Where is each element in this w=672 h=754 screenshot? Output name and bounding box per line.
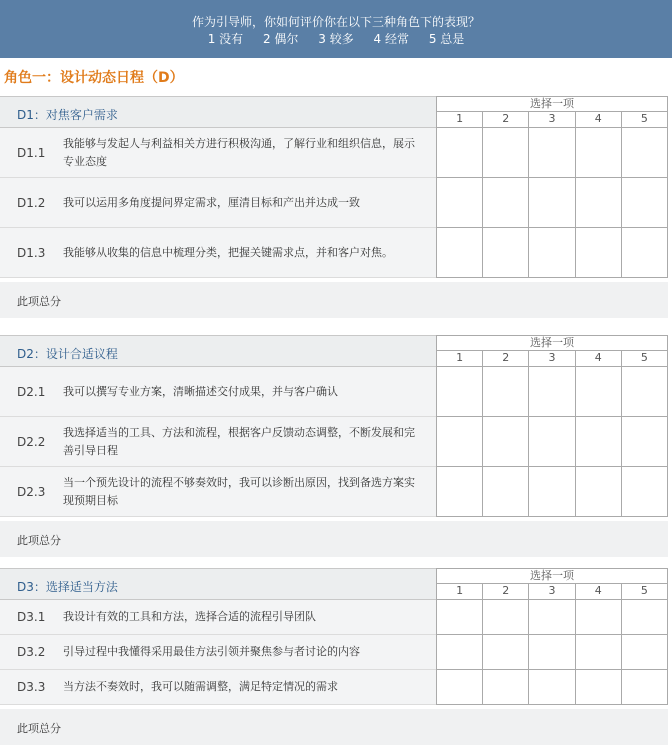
section-title: D1：对焦客户需求 xyxy=(17,108,118,122)
rating-col-5: 5 xyxy=(621,584,668,600)
rating-col-2: 2 xyxy=(482,351,529,367)
total-label: 此项总分 xyxy=(17,295,61,308)
rating-col-3: 3 xyxy=(528,351,575,367)
rating-cell-3[interactable] xyxy=(528,600,575,635)
rating-cell-1[interactable] xyxy=(436,635,483,670)
rating-cell-1[interactable] xyxy=(436,178,483,228)
section-title: D3：选择适当方法 xyxy=(17,580,118,594)
rating-col-2: 2 xyxy=(482,584,529,600)
item-text: 引导过程中我懂得采用最佳方法引领并聚焦参与者讨论的内容 xyxy=(63,645,360,658)
rating-col-4: 4 xyxy=(575,112,622,128)
rating-cell-2[interactable] xyxy=(482,228,529,278)
section-total-row xyxy=(0,282,668,318)
item-text: 我可以撰写专业方案，清晰描述交付成果，并与客户确认 xyxy=(63,384,338,398)
item-code: D1.1 xyxy=(17,145,46,160)
rating-cell-4[interactable] xyxy=(575,670,622,705)
choose-one-header: 选择一项 xyxy=(436,335,668,351)
section-header xyxy=(0,96,436,128)
item-text: 当方法不奏效时，我可以随需调整，满足特定情况的需求 xyxy=(63,680,338,693)
item-code: D2.3 xyxy=(17,484,46,499)
rating-cell-1[interactable] xyxy=(436,670,483,705)
rating-cell-2[interactable] xyxy=(482,417,529,467)
rating-cell-3[interactable] xyxy=(528,178,575,228)
role-title: 角色一：设计动态日程（D） xyxy=(4,70,184,86)
rating-cell-3[interactable] xyxy=(528,128,575,178)
rating-cell-1[interactable] xyxy=(436,128,483,178)
rating-col-1: 1 xyxy=(436,351,483,367)
total-label: 此项总分 xyxy=(17,534,61,547)
item-text: 我选择适当的工具、方法和流程，根据客户反馈动态调整，不断发展和完善引导日程 xyxy=(63,425,415,457)
rating-cell-5[interactable] xyxy=(621,178,668,228)
table-row xyxy=(0,128,668,178)
item-text: 我能够与发起人与利益相关方进行积极沟通，了解行业和组织信息，展示专业态度 xyxy=(63,136,415,168)
item-code: D2.1 xyxy=(17,384,46,399)
table-row xyxy=(0,367,668,417)
rating-cell-2[interactable] xyxy=(482,128,529,178)
section-total-row xyxy=(0,709,668,745)
rating-cell-2[interactable] xyxy=(482,367,529,417)
section-total-row xyxy=(0,521,668,557)
item-code: D1.2 xyxy=(17,195,46,210)
rating-cell-5[interactable] xyxy=(621,670,668,705)
total-label: 此项总分 xyxy=(17,722,61,735)
rating-col-4: 4 xyxy=(575,351,622,367)
item-text: 我可以运用多角度提问界定需求，厘清目标和产出并达成一致 xyxy=(63,195,360,209)
rating-col-3: 3 xyxy=(528,584,575,600)
rating-column-headers xyxy=(436,584,668,600)
rating-cell-4[interactable] xyxy=(575,367,622,417)
rating-cell-2[interactable] xyxy=(482,178,529,228)
rating-col-2: 2 xyxy=(482,112,529,128)
table-row xyxy=(0,670,668,705)
rating-cell-5[interactable] xyxy=(621,367,668,417)
section-d3 xyxy=(0,568,668,748)
rating-scale-banner xyxy=(0,0,672,58)
choose-one-header: 选择一项 xyxy=(436,568,668,584)
scale-option-5: 5 总是 xyxy=(428,32,465,46)
rating-cell-3[interactable] xyxy=(528,367,575,417)
table-row xyxy=(0,635,668,670)
rating-cell-4[interactable] xyxy=(575,178,622,228)
rating-cell-4[interactable] xyxy=(575,467,622,517)
rating-cell-4[interactable] xyxy=(575,600,622,635)
scale-option-3: 3 较多 xyxy=(318,32,354,46)
rating-cell-4[interactable] xyxy=(575,635,622,670)
rating-scale-legend xyxy=(0,30,672,47)
rating-cell-1[interactable] xyxy=(436,600,483,635)
rating-cell-3[interactable] xyxy=(528,467,575,517)
rating-column-headers xyxy=(436,351,668,367)
banner-question: 作为引导师，你如何评价你在以下三种角色下的表现？ xyxy=(191,15,480,29)
item-code: D3.2 xyxy=(17,645,46,659)
item-code: D2.2 xyxy=(17,434,46,449)
rating-cell-2[interactable] xyxy=(482,670,529,705)
rating-cell-1[interactable] xyxy=(436,228,483,278)
rating-col-1: 1 xyxy=(436,112,483,128)
rating-col-5: 5 xyxy=(621,112,668,128)
table-row xyxy=(0,178,668,228)
rating-cell-2[interactable] xyxy=(482,467,529,517)
rating-col-1: 1 xyxy=(436,584,483,600)
scale-option-2: 2 偶尔 xyxy=(262,32,299,46)
rating-cell-5[interactable] xyxy=(621,417,668,467)
rating-cell-1[interactable] xyxy=(436,417,483,467)
rating-cell-4[interactable] xyxy=(575,128,622,178)
rating-cell-5[interactable] xyxy=(621,635,668,670)
rating-cell-3[interactable] xyxy=(528,228,575,278)
rating-cell-4[interactable] xyxy=(575,228,622,278)
rating-col-3: 3 xyxy=(528,112,575,128)
rating-cell-1[interactable] xyxy=(436,467,483,517)
section-header xyxy=(0,335,436,367)
item-code: D3.1 xyxy=(17,610,46,624)
rating-cell-3[interactable] xyxy=(528,417,575,467)
item-code: D3.3 xyxy=(17,680,46,694)
rating-cell-5[interactable] xyxy=(621,228,668,278)
choose-one-header: 选择一项 xyxy=(436,96,668,112)
table-row xyxy=(0,600,668,635)
section-d2 xyxy=(0,335,668,561)
rating-cell-1[interactable] xyxy=(436,367,483,417)
rating-cell-5[interactable] xyxy=(621,600,668,635)
rating-column-headers xyxy=(436,112,668,128)
rating-cell-5[interactable] xyxy=(621,467,668,517)
rating-col-5: 5 xyxy=(621,351,668,367)
rating-col-4: 4 xyxy=(575,584,622,600)
section-title: D2：设计合适议程 xyxy=(17,347,118,361)
section-d1 xyxy=(0,96,668,322)
item-text: 我能够从收集的信息中梳理分类，把握关键需求点，并和客户对焦。 xyxy=(63,245,393,259)
scale-option-4: 4 经常 xyxy=(373,32,409,46)
rating-cell-3[interactable] xyxy=(528,635,575,670)
rating-cell-3[interactable] xyxy=(528,670,575,705)
rating-cell-2[interactable] xyxy=(482,600,529,635)
scale-option-1: 1 没有 xyxy=(207,32,244,46)
rating-cell-2[interactable] xyxy=(482,635,529,670)
table-row xyxy=(0,417,668,467)
rating-cell-4[interactable] xyxy=(575,417,622,467)
section-header xyxy=(0,568,436,600)
item-text: 我设计有效的工具和方法，选择合适的流程引导团队 xyxy=(63,610,316,623)
item-text: 当一个预先设计的流程不够奏效时，我可以诊断出原因，找到备选方案实现预期目标 xyxy=(63,475,415,507)
item-code: D1.3 xyxy=(17,245,46,260)
rating-cell-5[interactable] xyxy=(621,128,668,178)
table-row xyxy=(0,467,668,517)
table-row xyxy=(0,228,668,278)
